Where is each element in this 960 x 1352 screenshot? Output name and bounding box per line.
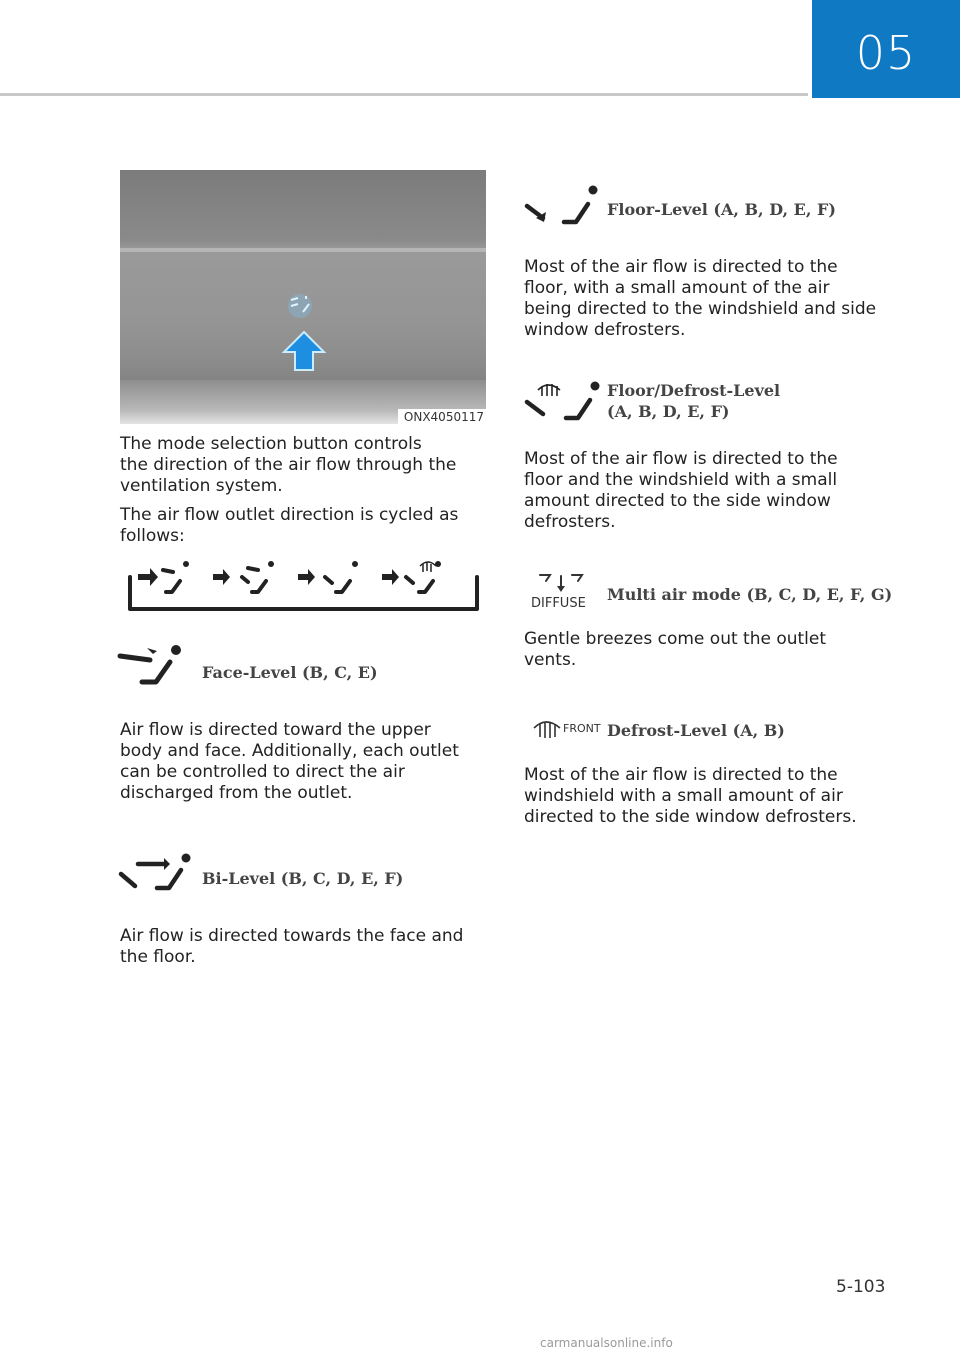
floor-level-body: Most of the air flow is directed to the floor, with a small amount of the air being directed to the windshield and side window defrosters. (524, 257, 877, 340)
chapter-tab (812, 0, 960, 98)
figure-caption: ONX4050117 (398, 409, 486, 424)
defrost-icon (532, 718, 562, 742)
floor-defrost-icon (524, 378, 602, 428)
face-level-icon (117, 640, 183, 698)
bi-level-body: Air flow is directed towards the face and the floor. (120, 926, 464, 967)
page-number: 5-103 (836, 1277, 886, 1297)
mode-cycle-diagram (120, 555, 482, 615)
mode-button-icon (120, 170, 486, 424)
intro-paragraph-2: The air flow outlet direction is cycled as follows: (120, 505, 459, 546)
intro-paragraph-1: The mode selection button controls the direction of the air flow through the ventilation system. (120, 434, 457, 496)
floor-defrost-title-1: Floor/Defrost-Level (607, 381, 781, 400)
floor-level-icon (524, 182, 600, 234)
defrost-icon-label: FRONT (563, 722, 601, 735)
diffuse-icon-label: DIFFUSE (531, 596, 586, 611)
bi-level-title: Bi-Level (B, C, D, E, F) (202, 869, 404, 888)
bi-level-icon (118, 850, 192, 898)
face-level-title: Face-Level (B, C, E) (202, 663, 378, 682)
diffuse-icon (534, 572, 588, 594)
floor-defrost-title-2: (A, B, D, E, F) (607, 402, 730, 421)
multi-air-title: Multi air mode (B, C, D, E, F, G) (607, 585, 893, 604)
header-rule (0, 93, 808, 96)
floor-defrost-body: Most of the air flow is directed to the floor and the windshield with a small amount directed to the side window defrosters. (524, 449, 838, 532)
face-level-body: Air flow is directed toward the upper body and face. Additionally, each outlet can be controlled to direct the air discharged from the outlet. (120, 720, 459, 803)
defrost-level-body: Most of the air flow is directed to the windshield with a small amount of air directed to the side window defrosters. (524, 765, 857, 827)
defrost-level-title: Defrost-Level (A, B) (607, 721, 785, 740)
chapter-number: 05 (855, 26, 917, 80)
multi-air-body: Gentle breezes come out the outlet vents. (524, 629, 827, 670)
floor-level-title: Floor-Level (A, B, D, E, F) (607, 200, 836, 219)
watermark: carmanualsonline.info (540, 1336, 673, 1350)
mode-button-photo (120, 170, 486, 424)
